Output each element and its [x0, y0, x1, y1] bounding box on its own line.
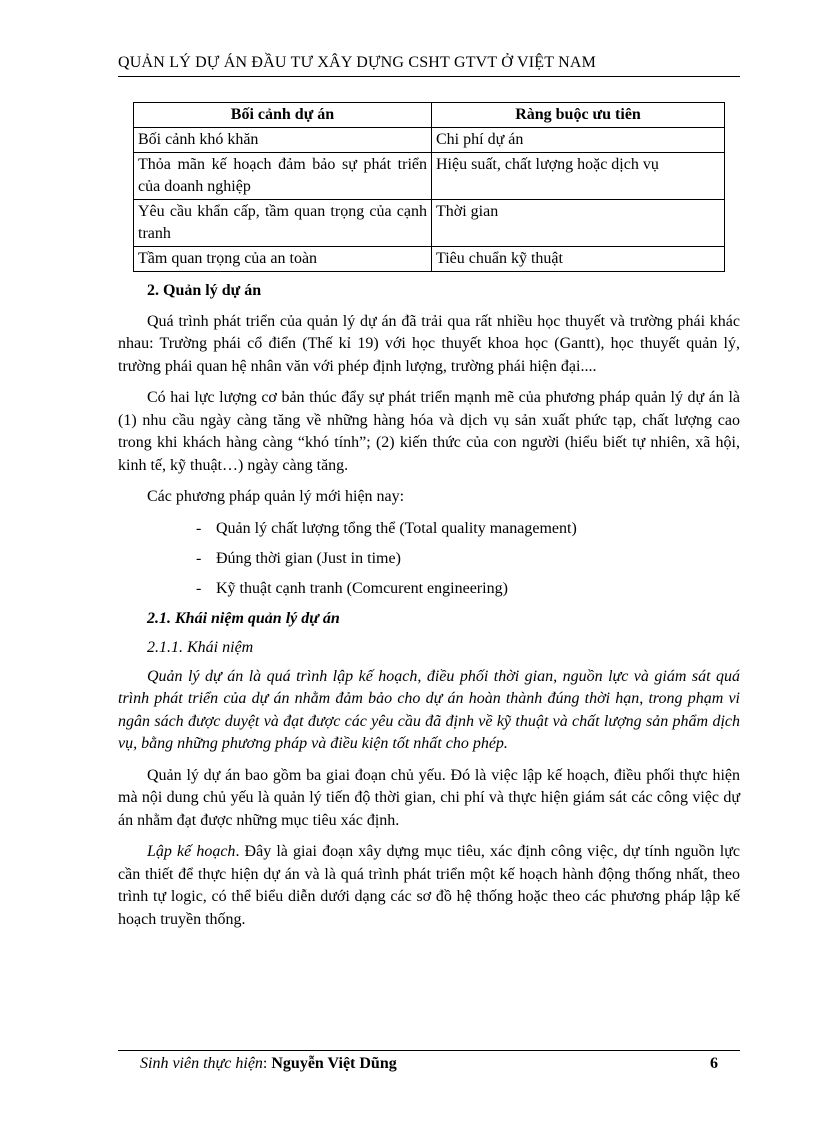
paragraph: Quản lý dự án bao gồm ba giai đoạn chủ yếu. Đó là việc lập kế hoạch, điều phối thực hiện mà nội dung chủ yếu là quản lý tiến độ thời gian, chi phí và thực hiện giám sát các công việc dự án nhằm đạt được những mục tiêu xác định. — [118, 766, 740, 829]
planning-label: Lập kế hoạch — [147, 843, 236, 860]
paragraph: Quá trình phát triển của quản lý dự án đã trải qua rất nhiều học thuyết và trường phái khác nhau: Trường phái cổ điển (Thế kỉ 19) với học thuyết khoa học (Gantt), học thuyết quản lý, trường phái quan hệ nhân văn với phép định lượng, trường phái hiện đại.... — [118, 312, 740, 375]
table-cell: Chi phí dự án — [432, 128, 725, 153]
list-item — [196, 578, 740, 600]
footer-separator: : — [262, 1055, 272, 1072]
page-number: 6 — [710, 1055, 718, 1072]
column-header-priority: Ràng buộc ưu tiên — [432, 103, 725, 128]
document-body — [118, 280, 740, 940]
list-item-text: Kỹ thuật cạnh tranh (Comcurent engineering) — [216, 579, 508, 597]
table-cell: Hiệu suất, chất lượng hoặc dịch vụ — [432, 153, 725, 200]
table-row — [134, 128, 725, 153]
page-footer — [118, 1050, 740, 1073]
table-cell: Yêu cầu khẩn cấp, tầm quan trọng của cạnh tranh — [134, 200, 432, 247]
table-row — [134, 200, 725, 247]
list-item — [196, 518, 740, 540]
dash-bullet: - — [196, 519, 202, 537]
list-item-text: Đúng thời gian (Just in time) — [216, 549, 401, 567]
table-cell: Thời gian — [432, 200, 725, 247]
paragraph — [118, 841, 740, 931]
section-heading: 2. Quản lý dự án — [147, 282, 262, 299]
table-header-row — [134, 103, 725, 128]
header-title: QUẢN LÝ DỰ ÁN ĐẦU TƯ XÂY DỰNG CSHT GTVT Ở VIỆT NAM — [118, 54, 597, 71]
definition-paragraph: Quản lý dự án là quá trình lập kế hoạch, điều phối thời gian, nguồn lực và giám sát quá trình phát triển của dự án nhằm đảm bảo cho dự án hoàn thành đúng thời hạn, trong phạm vi ngân sách được duyệt và đạt được các yêu cầu đã định về kỹ thuật và chất lượng sản phẩm dịch vụ, bằng những phương pháp và điều kiện tốt nhất cho phép. — [118, 667, 740, 752]
page-header — [118, 54, 740, 77]
table-cell: Tiêu chuẩn kỹ thuật — [432, 247, 725, 272]
dash-bullet: - — [196, 579, 202, 597]
table-cell: Bối cảnh khó khăn — [134, 128, 432, 153]
table-cell: Thỏa mãn kế hoạch đảm bảo sự phát triển của doanh nghiệp — [134, 153, 432, 200]
footer-author-name: Nguyễn Việt Dũng — [271, 1055, 397, 1072]
paragraph: Có hai lực lượng cơ bản thúc đẩy sự phát triển mạnh mẽ của phương pháp quản lý dự án là (1) nhu cầu ngày càng tăng về những hàng hóa và dịch vụ sản xuất phức tạp, chất lượng cao trong khi khách hàng càng “khó tính”; (2) kiến thức của con người (hiểu biết tự nhiên, xã hội, kinh tế, kỹ thuật…) ngày càng tăng. — [118, 389, 740, 474]
context-priority-table — [133, 102, 725, 272]
paragraph: Các phương pháp quản lý mới hiện nay: — [147, 488, 405, 505]
methods-list — [118, 518, 740, 600]
table-cell: Tầm quan trọng của an toàn — [134, 247, 432, 272]
subsection-heading: 2.1. Khái niệm quản lý dự án — [147, 609, 340, 627]
table-row — [134, 153, 725, 200]
footer-author — [118, 1055, 397, 1073]
footer-label: Sinh viên thực hiện — [140, 1055, 263, 1072]
dash-bullet: - — [196, 549, 202, 567]
table-row — [134, 247, 725, 272]
subsubsection-heading: 2.1.1. Khái niệm — [147, 639, 254, 656]
column-header-context: Bối cảnh dự án — [134, 103, 432, 128]
list-item-text: Quản lý chất lượng tổng thể (Total quality management) — [216, 519, 577, 537]
planning-text: . Đây là giai đoạn xây dựng mục tiêu, xác định công việc, dự tính nguồn lực cần thiết để thực hiện dự án và là quá trình phát triển một kế hoạch hành động thống nhất, theo trình tự logic, có thể biểu diễn dưới dạng các sơ đồ hệ thống hoặc theo các phương pháp lập kế hoạch truyền thống. — [118, 843, 741, 928]
list-item — [196, 548, 740, 570]
